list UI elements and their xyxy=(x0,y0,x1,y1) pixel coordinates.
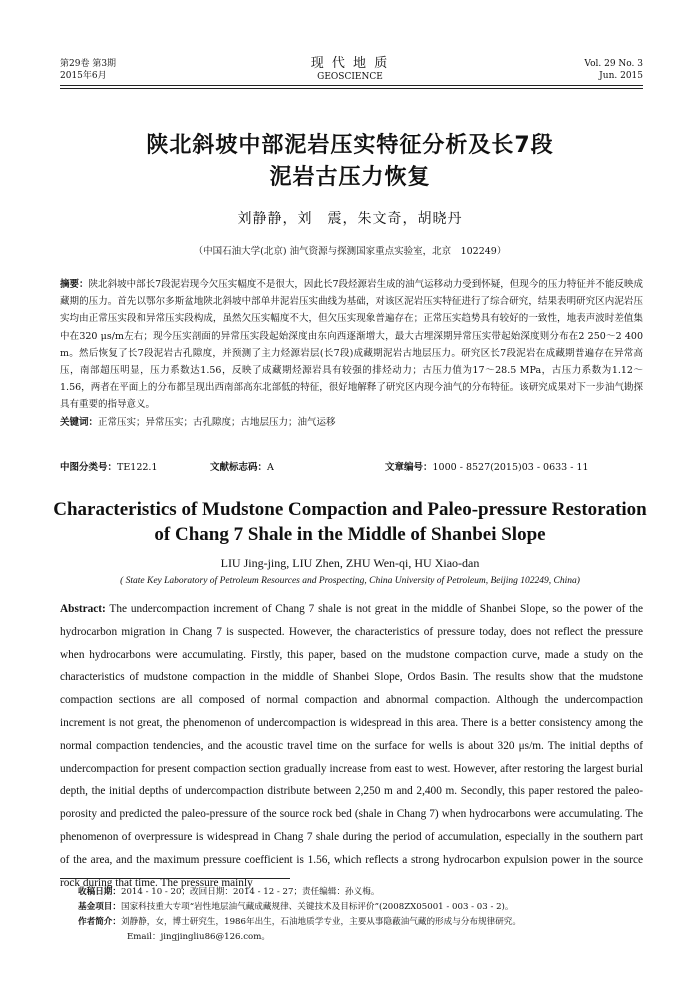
journal-cn: 现 代 地 质 xyxy=(310,56,390,71)
en-affiliation: ( State Key Laboratory of Petroleum Resources and Prospecting, China University of Petroleum, Beijing 102249, China) xyxy=(120,576,580,586)
volume-en: Vol. 29 No. 3 xyxy=(584,59,643,69)
cn-affiliation: （中国石油大学(北京) 油气资源与探测国家重点实验室，北京 102249） xyxy=(193,246,507,257)
doccode-label: 文献标志码： xyxy=(210,462,268,473)
cn-abstract-text: 陕北斜坡中部长7段泥岩现今欠压实幅度不是很大，因此长7段烃源岩生成的油气运移动力受到怀疑，但现今的压力特征并不能反映成藏期的压力。首先以鄂尔多斯盆地陕北斜坡中部单井泥岩压实曲线为基础，对该区泥岩压实特征进行了综合研究，结果表明研究区内泥岩压实均由正常压实段和异常压实段构成，虽然欠压实幅度不大，但欠压实现象普遍存在；正常压实趋势具有较好的一致性，地表声波时差值集中在320 μs/m左右；现今压实剖面的异常压实段起始深度由东向西逐渐增大，最大古埋深期异常压实带起始深度则分布在2 250～2 400 m。然后恢复了长7段泥岩古孔隙度，并预测了主力烃源岩层(长7段)成藏期泥岩古地层压力。研究区长7段泥岩在成藏期普遍存在异常高压，南部超压明显，压力系数达1.56，反映了成藏期烃源岩具有较强的排烃动力；古压力值为17～28.5 MPa，古压力系数为1.12～1.56，两者在平面上的分布都呈现出西南部高东北部低的特征，很好地解释了研究区内现今油气的分布特征。该研究成果对下一步油气勘探具有重要的指导意义。 xyxy=(60,279,643,411)
author-bio-text: 刘静静，女，博士研究生，1986年出生，石油地质学专业，主要从事隐蔽油气藏的形成与分布规律研究。 xyxy=(120,917,521,927)
cn-authors: 刘静静，刘 震，朱文奇，胡晓丹 xyxy=(237,211,463,227)
clc-label: 中图分类号： xyxy=(60,462,118,473)
volume-cn: 第29卷 第3期 xyxy=(60,59,117,69)
date-en: Jun. 2015 xyxy=(599,71,643,81)
journal-en: GEOSCIENCE xyxy=(317,72,383,82)
clc-value: TE122.1 xyxy=(117,462,158,473)
cn-abstract xyxy=(60,276,643,431)
en-authors: LIU Jing-jing, LIU Zhen, ZHU Wen-qi, HU Xiao-dan xyxy=(220,556,480,570)
article-no-label: 文章编号： xyxy=(385,462,433,473)
cn-keywords: 正常压实；异常压实；古孔隙度；古地层压力；油气运移 xyxy=(98,416,336,428)
en-abstract xyxy=(60,598,643,894)
received-text: 2014 - 10 - 20；改回日期：2014 - 12 - 27；责任编辑：孙义梅。 xyxy=(120,887,380,897)
fund-label: 基金项目： xyxy=(78,902,121,912)
header-rule xyxy=(60,85,643,89)
en-title-line2: of Chang 7 Shale in the Middle of Shanbei Slope xyxy=(154,524,546,545)
en-abstract-text: The undercompaction increment of Chang 7 shale is not great in the middle of Shanbei Slope, so the power of the hydrocarbon migration in Chang 7 is suspected. However, the characteristics of pressure today, does not reflect the pressure when hydrocarbons were accumulating. Firstly, this paper, based on the mudstone compaction curve, made a study on the characteristics of mudstone compaction in the middle of Shanbei Slope, Ordos Basin. The results show that the mudstone compaction sections are all composed of normal compaction and abnormal compaction. Although the undercompaction increment is not great, the phenomenon of undercompaction is widespread in this area. There is a better consistency among the normal compaction tendencies, and the acoustic travel time on the surface for wells is about 320 μs/m. The initial depths of undercompaction for present compaction section gradually increase from east to west. However, after restoring the largest burial depth, the initial depths of undercompaction distribute between 2,250 m and 2,400 m. Secondly, this paper restored the paleo-porosity and predicted the paleo-pressure of the source rock bed (shale in Chang 7) when hydrocarbons were accumulating. The phenomenon of overpressure is widespread in Chang 7 shale during the period of accumulation, especially in the southern part of the area, and the maximum pressure coefficient is 1.56, which reflects a strong hydrocarbon expulsion power in the source rock during that time. The pressure mainly xyxy=(60,603,643,889)
en-abstract-label: Abstract: xyxy=(60,603,106,615)
footnote-rule xyxy=(60,878,290,879)
cn-title-line2: 泥岩古压力恢复 xyxy=(269,165,431,190)
fund-text: 国家科技重大专项“岩性地层油气藏成藏规律、关键技术及目标评价”(2008ZX05001 - 003 - 03 - 2)。 xyxy=(120,902,514,912)
footnotes xyxy=(78,885,643,945)
cn-abstract-label: 摘要： xyxy=(60,279,89,290)
cn-title-line1: 陕北斜坡中部泥岩压实特征分析及长7段 xyxy=(146,133,554,158)
article-no-value: 1000 - 8527(2015)03 - 0633 - 11 xyxy=(432,462,589,473)
en-title xyxy=(0,497,700,547)
date-cn: 2015年6月 xyxy=(60,71,107,81)
doccode-value: A xyxy=(267,462,274,473)
author-bio-label: 作者简介： xyxy=(78,917,121,927)
en-title-line1: Characteristics of Mudstone Compaction and Paleo-pressure Restoration xyxy=(53,499,647,520)
cn-keywords-label: 关键词： xyxy=(60,416,99,428)
received-label: 收稿日期： xyxy=(78,887,121,897)
author-email: Email：jingjingliu86@126.com。 xyxy=(127,932,270,942)
volume-issue-en xyxy=(540,58,643,82)
cn-title xyxy=(0,130,700,194)
classification-row xyxy=(60,461,643,475)
